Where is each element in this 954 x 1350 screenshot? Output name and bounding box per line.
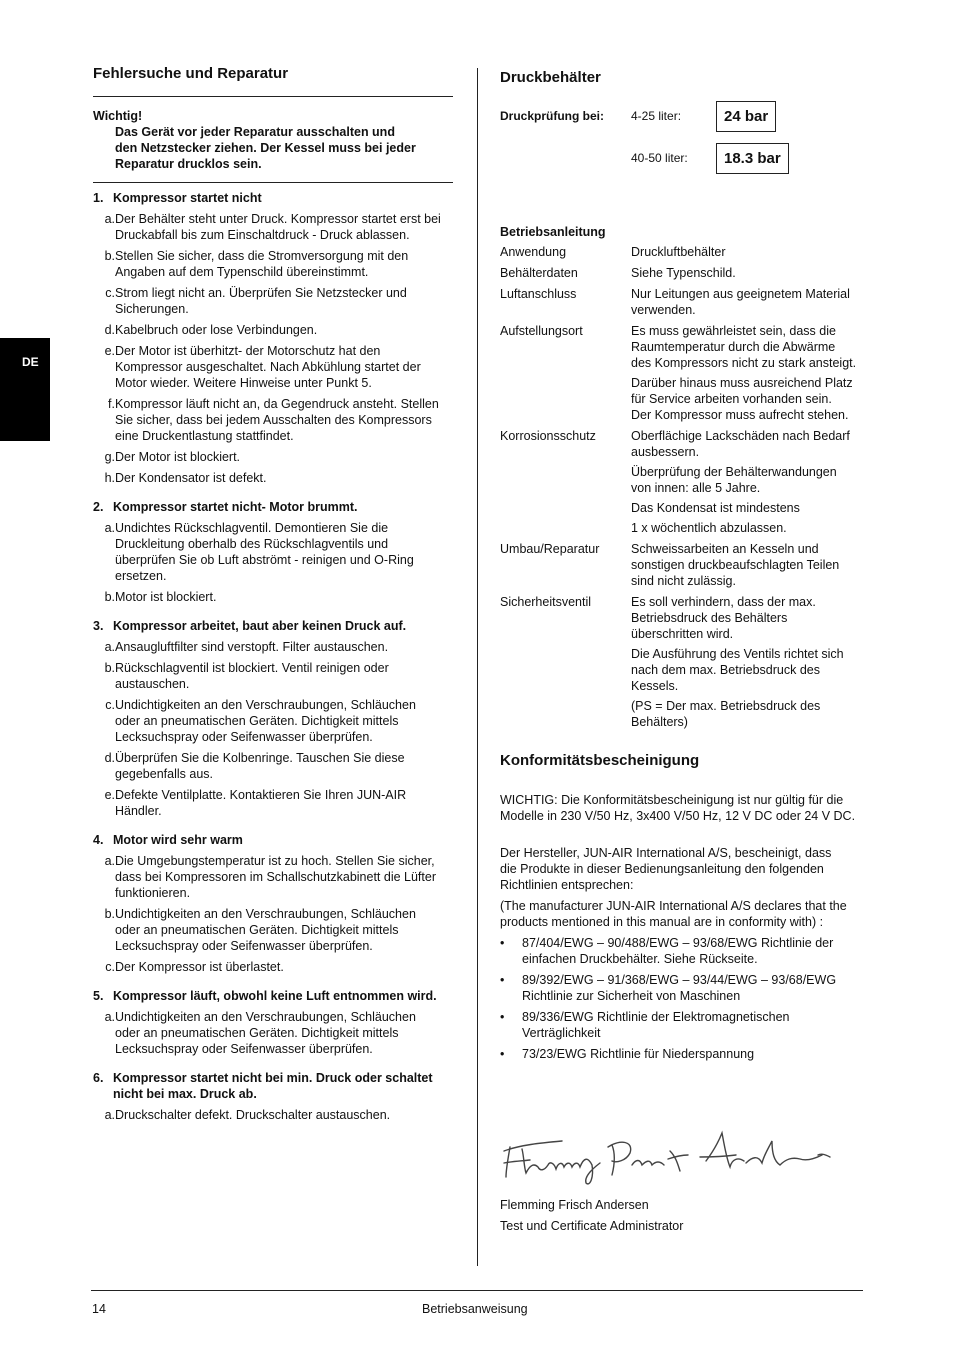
item-letter-text: g. bbox=[104, 450, 115, 464]
trouble-item bbox=[93, 248, 453, 280]
pressure-vessel-column bbox=[500, 68, 865, 1234]
spec-paragraph bbox=[631, 646, 865, 694]
item-line: Der Behälter steht unter Druck. Kompressor startet erst bei bbox=[115, 212, 441, 226]
item-line: Sicherungen. bbox=[115, 302, 189, 316]
pressure-value-box: 18.3 bar bbox=[716, 143, 789, 174]
item-letter-text: a. bbox=[104, 212, 115, 226]
spec-row bbox=[500, 265, 865, 281]
item-text bbox=[115, 1107, 390, 1123]
section-heading: Kompressor läuft, obwohl keine Luft entnommen wird. bbox=[113, 989, 437, 1003]
item-line: ersetzen. bbox=[115, 569, 167, 583]
section-number: 2. bbox=[93, 500, 104, 514]
spec-line: Die Ausführung des Ventils richtet sich bbox=[631, 647, 844, 661]
language-tab-label: DE bbox=[22, 355, 39, 369]
manual-title: Betriebsanleitung bbox=[500, 225, 606, 239]
divider bbox=[93, 182, 453, 183]
trouble-section bbox=[93, 1070, 453, 1123]
item-letter-text: b. bbox=[104, 907, 115, 921]
item-line: Angaben auf dem Typenschild übereinstimmt. bbox=[115, 265, 369, 279]
spec-row bbox=[500, 594, 865, 730]
item-letter-text: c. bbox=[105, 698, 115, 712]
spec-paragraph bbox=[631, 541, 865, 589]
item-letter bbox=[93, 322, 115, 338]
conformity-title: Konformitätsbescheinigung bbox=[500, 752, 700, 769]
item-letter bbox=[93, 1107, 115, 1123]
page-number: 14 bbox=[92, 1302, 106, 1316]
spec-paragraph bbox=[631, 594, 865, 642]
section-heading: Kompressor startet nicht bbox=[113, 191, 262, 205]
spec-line: für Service arbeiten vorhanden sein. bbox=[631, 392, 832, 406]
manufacturer-statement-en bbox=[500, 898, 865, 930]
spec-line: Kessels. bbox=[631, 679, 679, 693]
item-letter bbox=[93, 520, 115, 584]
spec-key: Anwendung bbox=[500, 245, 567, 259]
item-letter bbox=[93, 589, 115, 605]
section-heading: Motor wird sehr warm bbox=[113, 833, 243, 847]
trouble-item bbox=[93, 211, 453, 243]
spec-key: Sicherheitsventil bbox=[500, 595, 592, 609]
item-line: Die Umgebungstemperatur ist zu hoch. Stellen Sie sicher, bbox=[115, 854, 435, 868]
item-line: Überprüfen Sie die Kolbenringe. Tauschen Sie diese bbox=[115, 751, 405, 765]
item-letter bbox=[93, 343, 115, 391]
spec-line: sind nicht zulässig. bbox=[631, 574, 736, 588]
spec-key: Luftanschluss bbox=[500, 287, 577, 301]
item-letter-text: b. bbox=[104, 249, 115, 263]
trouble-section-title bbox=[93, 618, 453, 634]
item-line: Defekte Ventilplatte. Kontaktieren Sie Ihren JUN-AIR bbox=[115, 788, 407, 802]
item-letter-text: a. bbox=[104, 854, 115, 868]
trouble-section-title bbox=[93, 988, 453, 1004]
item-text bbox=[115, 660, 389, 692]
statement-line: Richtlinien entsprechen: bbox=[500, 878, 634, 892]
item-text bbox=[115, 853, 436, 901]
item-line: Undichtigkeiten an den Verschraubungen, Schläuchen bbox=[115, 698, 416, 712]
spec-line: Druckluftbehälter bbox=[631, 245, 726, 259]
pressure-value-box: 24 bar bbox=[716, 101, 776, 132]
item-line: Druckleitung oberhalb des Rückschlagventils und bbox=[115, 537, 389, 551]
bullet-icon: • bbox=[500, 1010, 505, 1024]
item-text bbox=[115, 520, 414, 584]
directive-line: 73/23/EWG Richtlinie für Niederspannung bbox=[522, 1047, 755, 1061]
item-line: Ansaugluftfilter sind verstopft. Filter austauschen. bbox=[115, 640, 389, 654]
item-letter-text: c. bbox=[105, 960, 115, 974]
section-number: 4. bbox=[93, 833, 104, 847]
warning-box bbox=[93, 108, 453, 172]
warning-line: Reparatur drucklos sein. bbox=[115, 157, 262, 171]
directive-item bbox=[500, 1046, 865, 1062]
item-letter-text: d. bbox=[104, 751, 115, 765]
spec-line: überschritten wird. bbox=[631, 627, 734, 641]
item-line: Strom liegt nicht an. Überprüfen Sie Netzstecker und bbox=[115, 286, 407, 300]
warning-text bbox=[115, 124, 453, 172]
bullet-icon: • bbox=[500, 936, 505, 950]
spec-line: Nur Leitungen aus geeignetem Material bbox=[631, 287, 850, 301]
trouble-item bbox=[93, 750, 453, 782]
item-letter bbox=[93, 285, 115, 317]
spec-paragraph bbox=[631, 286, 865, 318]
section-number: 6. bbox=[93, 1071, 104, 1085]
section-heading: Kompressor startet nicht- Motor brummt. bbox=[113, 500, 358, 514]
spec-row bbox=[500, 323, 865, 423]
directive-item bbox=[500, 972, 865, 1004]
item-text bbox=[115, 1009, 416, 1057]
spec-line: nach dem max. Betriebsdruck des bbox=[631, 663, 820, 677]
trouble-item bbox=[93, 660, 453, 692]
directive-line: einfachen Druckbehälter. Siehe Rückseite. bbox=[522, 952, 758, 966]
item-line: Der Motor ist überhitzt- der Motorschutz hat den bbox=[115, 344, 381, 358]
item-text bbox=[115, 248, 408, 280]
directive-text bbox=[522, 1046, 754, 1062]
trouble-item bbox=[93, 520, 453, 584]
spec-line: Oberflächige Lackschäden nach Bedarf bbox=[631, 429, 850, 443]
spec-line: ausbessern. bbox=[631, 445, 700, 459]
item-text bbox=[115, 589, 216, 605]
item-line: Lecksuchspray oder Seifenwasser überprüfen. bbox=[115, 730, 373, 744]
directive-line: 89/336/EWG Richtlinie der Elektromagnetischen bbox=[522, 1010, 790, 1024]
trouble-item bbox=[93, 787, 453, 819]
directive-line: 89/392/EWG – 91/368/EWG – 93/44/EWG – 93/68/EWG bbox=[522, 973, 837, 987]
spec-line: verwenden. bbox=[631, 303, 696, 317]
spec-value bbox=[631, 428, 865, 536]
spec-paragraph bbox=[631, 428, 865, 460]
trouble-item bbox=[93, 639, 453, 655]
item-text bbox=[115, 322, 317, 338]
spec-row bbox=[500, 541, 865, 589]
spec-paragraph bbox=[631, 464, 865, 496]
item-text bbox=[115, 639, 388, 655]
item-line: gegebenfalls aus. bbox=[115, 767, 213, 781]
divider bbox=[93, 96, 453, 97]
spec-line: des Kompressors nicht zu stark ansteigt. bbox=[631, 356, 857, 370]
item-letter-text: f. bbox=[108, 397, 115, 411]
item-line: Druckschalter defekt. Druckschalter austauschen. bbox=[115, 1108, 391, 1122]
item-letter-text: a. bbox=[104, 1108, 115, 1122]
item-text bbox=[115, 285, 407, 317]
trouble-item bbox=[93, 449, 453, 465]
item-text bbox=[115, 906, 416, 954]
spec-key: Behälterdaten bbox=[500, 266, 578, 280]
directive-text bbox=[522, 935, 833, 967]
trouble-section bbox=[93, 618, 453, 819]
spec-value bbox=[631, 244, 865, 260]
item-line: Kompressor läuft nicht an, da Gegendruck ansteht. Stellen bbox=[115, 397, 439, 411]
item-line: oder an pneumatischen Geräten. Dichtigkeit mittels bbox=[115, 714, 399, 728]
spec-paragraph bbox=[631, 500, 865, 516]
directive-item bbox=[500, 935, 865, 967]
warning-line: den Netzstecker ziehen. Der Kessel muss bei jeder bbox=[115, 141, 416, 155]
item-letter bbox=[93, 1009, 115, 1057]
statement-line: Der Hersteller, JUN-AIR International A/S, bescheinigt, dass bbox=[500, 846, 832, 860]
item-letter bbox=[93, 639, 115, 655]
directive-line: 87/404/EWG – 90/488/EWG – 93/68/EWG Richtlinie der bbox=[522, 936, 834, 950]
trouble-item bbox=[93, 343, 453, 391]
item-line: dass bei Kompressoren im Schallschutzkabinett die Lüfter bbox=[115, 870, 436, 884]
spec-paragraph bbox=[631, 698, 865, 730]
item-letter bbox=[93, 959, 115, 975]
item-letter bbox=[93, 787, 115, 819]
item-text bbox=[115, 750, 405, 782]
item-text bbox=[115, 449, 240, 465]
item-text bbox=[115, 211, 441, 243]
spec-value bbox=[631, 541, 865, 589]
statement-line: die Produkte in dieser Bedienungsanleitung den folgenden bbox=[500, 862, 824, 876]
item-line: Motor ist blockiert. bbox=[115, 590, 217, 604]
section-number: 3. bbox=[93, 619, 104, 633]
item-letter-text: c. bbox=[105, 286, 115, 300]
warning-title: Wichtig! bbox=[93, 109, 143, 123]
item-letter bbox=[93, 697, 115, 745]
item-letter bbox=[93, 248, 115, 280]
section-heading: Kompressor startet nicht bei min. Druck oder schaltet bbox=[113, 1071, 433, 1085]
item-letter-text: a. bbox=[104, 521, 115, 535]
spec-line: Das Kondensat ist mindestens bbox=[631, 501, 800, 515]
item-letter bbox=[93, 906, 115, 954]
pressure-range: 40-50 liter: bbox=[631, 151, 688, 165]
pressure-test bbox=[500, 100, 865, 198]
spec-line: Schweissarbeiten an Kesseln und bbox=[631, 542, 819, 556]
note-line: Modelle in 230 V/50 Hz, 3x400 V/50 Hz, 12 V DC oder 24 V DC. bbox=[500, 809, 856, 823]
item-text bbox=[115, 470, 266, 486]
item-letter-text: e. bbox=[104, 344, 115, 358]
spec-line: Behälters) bbox=[631, 715, 688, 729]
troubleshooting-column bbox=[93, 64, 453, 1123]
section-number: 1. bbox=[93, 191, 104, 205]
spec-line: Siehe Typenschild. bbox=[631, 266, 736, 280]
item-line: Der Motor ist blockiert. bbox=[115, 450, 241, 464]
item-line: oder an pneumatischen Geräten. Dichtigkeit mittels bbox=[115, 1026, 399, 1040]
trouble-item bbox=[93, 1107, 453, 1123]
spec-line: (PS = Der max. Betriebsdruck des bbox=[631, 699, 821, 713]
trouble-item bbox=[93, 589, 453, 605]
section-heading: Kompressor arbeitet, baut aber keinen Druck auf. bbox=[113, 619, 407, 633]
pressure-range: 4-25 liter: bbox=[631, 109, 682, 123]
spec-line: Darüber hinaus muss ausreichend Platz bbox=[631, 376, 853, 390]
spec-paragraph bbox=[631, 375, 865, 423]
item-line: austauschen. bbox=[115, 677, 190, 691]
item-letter-text: b. bbox=[104, 661, 115, 675]
item-line: Lecksuchspray oder Seifenwasser überprüfen. bbox=[115, 939, 373, 953]
item-line: Kompressor ausgeschaltet. Nach Abkühlung startet der bbox=[115, 360, 421, 374]
directive-line: Verträglichkeit bbox=[522, 1026, 601, 1040]
item-line: Motor wieder. Weitere Hinweise unter Punkt 5. bbox=[115, 376, 372, 390]
spec-line: Betriebsdruck des Behälters bbox=[631, 611, 788, 625]
item-letter bbox=[93, 750, 115, 782]
item-line: eine Druckentlastung stattfindet. bbox=[115, 429, 294, 443]
language-tab bbox=[0, 338, 50, 441]
item-letter bbox=[93, 853, 115, 901]
spec-line: von innen: alle 5 Jahre. bbox=[631, 481, 761, 495]
column-divider bbox=[477, 68, 478, 1266]
section-number: 5. bbox=[93, 989, 104, 1003]
directive-line: Richtlinie zur Sicherheit von Maschinen bbox=[522, 989, 741, 1003]
trouble-section bbox=[93, 988, 453, 1057]
item-line: Rückschlagventil ist blockiert. Ventil reinigen oder bbox=[115, 661, 389, 675]
manufacturer-statement-de bbox=[500, 845, 865, 893]
item-letter-text: a. bbox=[104, 1010, 115, 1024]
trouble-section bbox=[93, 190, 453, 486]
item-line: Händler. bbox=[115, 804, 162, 818]
item-line: Druckabfall bis zum Einschaltdruck - Druck ablassen. bbox=[115, 228, 410, 242]
item-line: Undichtigkeiten an den Verschraubungen, Schläuchen bbox=[115, 1010, 416, 1024]
pressure-label: Druckprüfung bei: bbox=[500, 109, 604, 123]
conformity-note bbox=[500, 792, 865, 824]
trouble-item bbox=[93, 959, 453, 975]
spec-value bbox=[631, 265, 865, 281]
item-letter-text: e. bbox=[104, 788, 115, 802]
spec-value bbox=[631, 594, 865, 730]
trouble-item bbox=[93, 396, 453, 444]
trouble-section-title bbox=[93, 832, 453, 848]
handwritten-signature bbox=[500, 1127, 865, 1189]
directive-text bbox=[522, 972, 836, 1004]
item-letter bbox=[93, 211, 115, 243]
spec-line: Überprüfung der Behälterwandungen bbox=[631, 465, 837, 479]
spec-row bbox=[500, 244, 865, 260]
directive-item bbox=[500, 1009, 865, 1041]
item-letter-text: a. bbox=[104, 640, 115, 654]
item-letter-text: b. bbox=[104, 590, 115, 604]
bullet-icon: • bbox=[500, 1047, 505, 1061]
spec-value bbox=[631, 286, 865, 318]
spec-row bbox=[500, 286, 865, 318]
spec-line: sonstigen druckbeaufschlagten Teilen bbox=[631, 558, 840, 572]
item-line: oder an pneumatischen Geräten. Dichtigkeit mittels bbox=[115, 923, 399, 937]
trouble-item bbox=[93, 906, 453, 954]
spec-line: Raumtemperatur durch die Abwärme bbox=[631, 340, 836, 354]
statement-line: products mentioned in this manual are in conformity with) : bbox=[500, 915, 824, 929]
trouble-section bbox=[93, 499, 453, 605]
item-line: überprüfen Sie ob Luft abströmt - reinigen und O-Ring bbox=[115, 553, 414, 567]
spec-line: 1 x wöchentlich abzulassen. bbox=[631, 521, 787, 535]
item-letter-text: d. bbox=[104, 323, 115, 337]
item-line: Der Kompressor ist überlastet. bbox=[115, 960, 284, 974]
footer-title: Betriebsanweisung bbox=[422, 1302, 528, 1316]
signatory-name: Flemming Frisch Andersen bbox=[500, 1198, 649, 1212]
section-title: Druckbehälter bbox=[500, 69, 601, 86]
statement-line: (The manufacturer JUN-AIR International A/S declares that the bbox=[500, 899, 847, 913]
trouble-item bbox=[93, 322, 453, 338]
item-line: Kabelbruch oder lose Verbindungen. bbox=[115, 323, 318, 337]
spec-line: Es muss gewährleistet sein, dass die bbox=[631, 324, 836, 338]
item-text bbox=[115, 396, 439, 444]
item-line: Sie sicher, dass bei jedem Ausschalten des Kompressors bbox=[115, 413, 432, 427]
trouble-item bbox=[93, 853, 453, 901]
item-text bbox=[115, 959, 284, 975]
item-text bbox=[115, 343, 421, 391]
spec-paragraph bbox=[631, 265, 865, 281]
spec-paragraph bbox=[631, 520, 865, 536]
item-line: Undichtigkeiten an den Verschraubungen, Schläuchen bbox=[115, 907, 416, 921]
trouble-item bbox=[93, 1009, 453, 1057]
signature-graphic bbox=[500, 1127, 840, 1189]
trouble-section-title bbox=[93, 190, 453, 206]
spec-key: Aufstellungsort bbox=[500, 324, 583, 338]
section-heading-cont: nicht bei max. Druck ab. bbox=[113, 1087, 257, 1101]
spec-paragraph bbox=[631, 244, 865, 260]
note-line: WICHTIG: Die Konformitätsbescheinigung ist nur gültig für die bbox=[500, 793, 844, 807]
item-letter bbox=[93, 449, 115, 465]
spec-value bbox=[631, 323, 865, 423]
item-letter bbox=[93, 470, 115, 486]
item-line: Undichtes Rückschlagventil. Demontieren Sie die bbox=[115, 521, 389, 535]
trouble-item bbox=[93, 697, 453, 745]
item-line: Der Kondensator ist defekt. bbox=[115, 471, 267, 485]
item-line: Lecksuchspray oder Seifenwasser überprüfen. bbox=[115, 1042, 373, 1056]
warning-line: Das Gerät vor jeder Reparatur ausschalten und bbox=[115, 125, 395, 139]
signatory-role: Test und Certificate Administrator bbox=[500, 1219, 684, 1233]
item-letter bbox=[93, 396, 115, 444]
item-text bbox=[115, 787, 406, 819]
item-line: Stellen Sie sicher, dass die Stromversorgung mit den bbox=[115, 249, 409, 263]
trouble-item bbox=[93, 285, 453, 317]
trouble-section bbox=[93, 832, 453, 975]
footer-divider bbox=[91, 1290, 863, 1291]
spec-line: Es soll verhindern, dass der max. bbox=[631, 595, 816, 609]
spec-line: Der Kompressor muss aufrecht stehen. bbox=[631, 408, 849, 422]
item-letter bbox=[93, 660, 115, 692]
trouble-item bbox=[93, 470, 453, 486]
spec-key: Korrosionsschutz bbox=[500, 429, 596, 443]
item-line: funktionieren. bbox=[115, 886, 191, 900]
trouble-section-title bbox=[93, 1070, 453, 1102]
item-letter-text: h. bbox=[104, 471, 115, 485]
spec-row bbox=[500, 428, 865, 536]
item-text bbox=[115, 697, 416, 745]
trouble-section-title bbox=[93, 499, 453, 515]
directive-text bbox=[522, 1009, 790, 1041]
section-title: Fehlersuche und Reparatur bbox=[93, 65, 289, 82]
spec-key: Umbau/Reparatur bbox=[500, 542, 600, 556]
spec-paragraph bbox=[631, 323, 865, 371]
bullet-icon: • bbox=[500, 973, 505, 987]
